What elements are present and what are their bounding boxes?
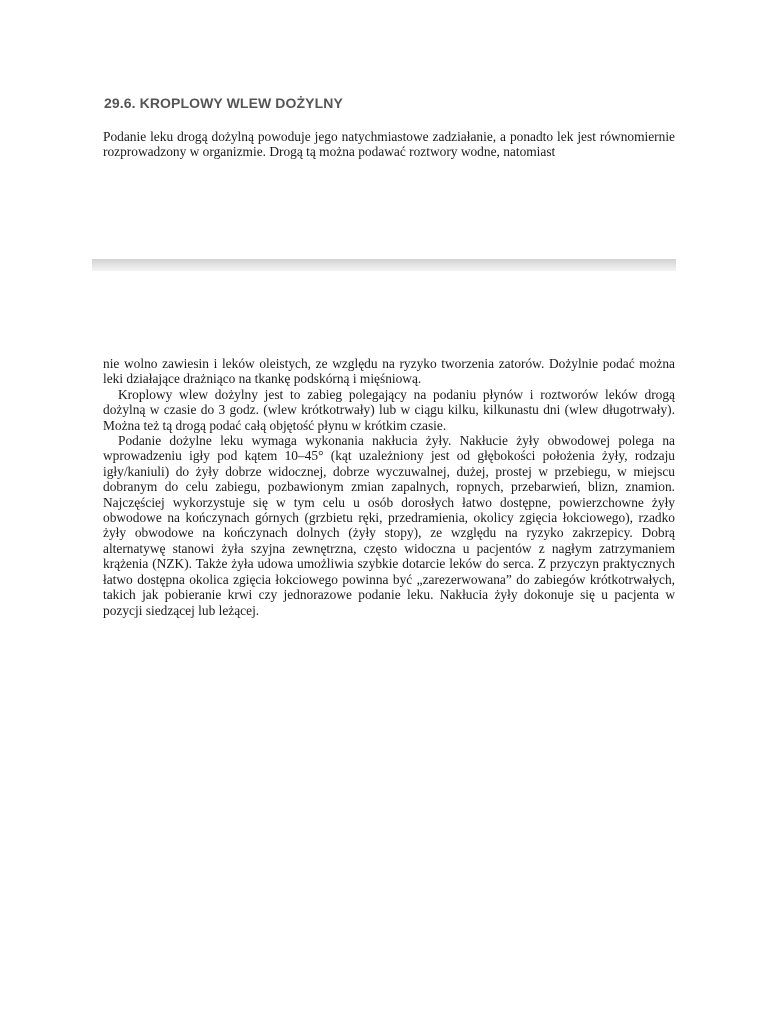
paragraph-vein-puncture: Podanie dożylne leku wymaga wykonania nakłucia żyły. Nakłucie żyły obwodowej polega na wprowadzeniu igły pod kątem 10–45° (kąt uzależniony jest od głębokości położenia żyły, rodzaju igły/kaniuli) do żyły dobrze widocznej, dobrze wyczuwalnej, dużej, prostej w przebiegu, w miejscu dobranym do celu zabiegu, pozbawionym zmian zapalnych, ropnych, przebarwień, blizn, znamion. Najczęściej wykorzystuje się w tym celu u osób dorosłych łatwo dostępne, powierzchowne żyły obwodowe na kończynach górnych (grzbietu ręki, przedramienia, okolicy zgięcia łokciowego), rzadko żyły obwodowe na kończynach dolnych (żyły stopy), ze względu na ryzyko zakrzepicy. Dobrą alternatywę stanowi żyła szyjna zewnętrzna, często widoczna u pacjentów z nagłym zatrzymaniem krążenia (NZK). Także żyła udowa umożliwia szybkie dotarcie leków do serca. Z przyczyn praktycznych łatwo dostępna okolica zgięcia łokciowego powinna być „zarezerwowana” do zabiegów krótkotrwałych, takich jak pobieranie krwi czy jednorazowe podanie leku. Nakłucia żyły dokonuje się u pacjenta w pozycji siedzącej lub leżącej.	[103, 433, 675, 618]
paragraph-intro-continued: nie wolno zawiesin i leków oleistych, ze względu na ryzyko tworzenia zatorów. Dożylnie podać można leki działające drażniąco na tkankę podskórną i mięśniową.	[103, 356, 675, 387]
page-break-divider	[92, 259, 676, 271]
paragraph-intro: Podanie leku drogą dożylną powoduje jego natychmiastowe zadziałanie, a ponadto lek jest równomiernie rozprowadzony w organizmie. Drogą tą można podawać roztwory wodne, natomiast	[103, 129, 675, 160]
text-block-bottom	[103, 356, 675, 618]
text-block-top	[103, 129, 675, 160]
paragraph-drip-definition: Kroplowy wlew dożylny jest to zabieg polegający na podaniu płynów i roztworów leków drogą dożylną w czasie do 3 godz. (wlew krótkotrwały) lub w ciągu kilku, kilkunastu dni (wlew długotrwały). Można też tą drogą podać całą objętość płynu w krótkim czasie.	[103, 386, 675, 433]
section-heading: 29.6. KROPLOWY WLEW DOŻYLNY	[104, 95, 343, 111]
